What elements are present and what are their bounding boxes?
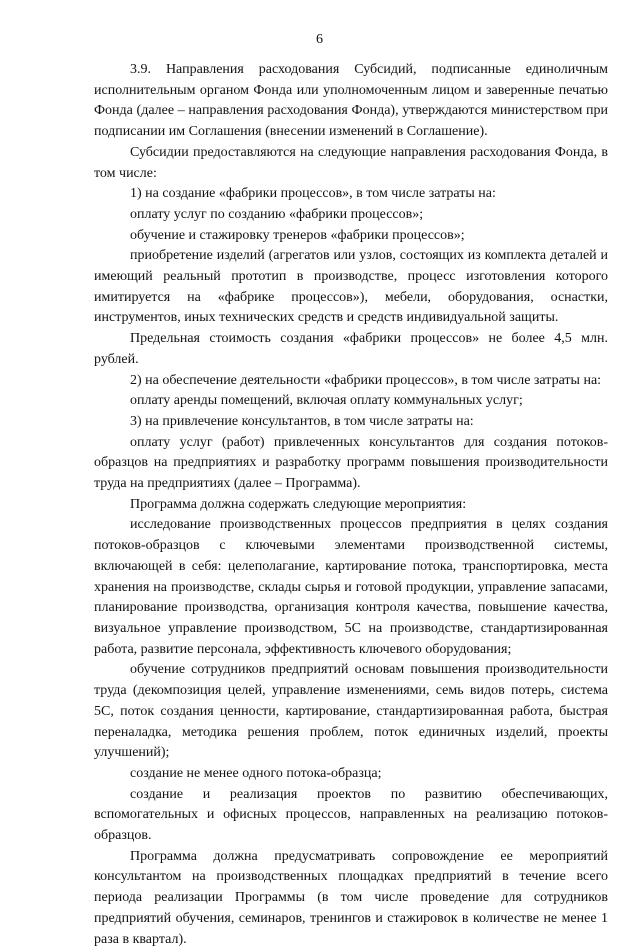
paragraph-max-cost: Предельная стоимость создания «фабрики процессов» не более 4,5 млн. рублей. [94,331,608,367]
list-item-fabrika-support: 2) на обеспечение деятельности «фабрики процессов», в том числе затраты на: [130,372,602,388]
paragraph-program-contents: Программа должна содержать следующие мероприятия: [130,496,467,512]
list-item-flow-sample: создание не менее одного потока-образца; [130,765,382,781]
paragraph-subsidy-directions: Субсидии предоставляются на следующие направления расходования Фонда, в том числе: [94,144,608,181]
list-item-services: оплату услуг по созданию «фабрики процессов»; [130,206,424,222]
list-item-rent: оплату аренды помещений, включая оплату коммунальных услуг; [130,393,523,409]
list-item-research: исследование производственных процессов предприятия в целях создания потоков-образцов с ключевыми элементами производственной системы, включающей в себя: целеполагание, картирование потока, транспортировка, места хранения на производстве, склады сырья и готовой продукции, управление запасами, планирование производства, организация контроля качества, повышение качества, визуальное управление производством, 5С на производстве, стандартизированная работа, развитие персонала, эффективность ключевого оборудования; [94,517,608,657]
paragraph-program-support: Программа должна предусматривать сопровождение ее мероприятий консультантом на производственных площадках предприятий в течение всего периода реализации Программы (в том числе проведение для сотрудников предприятий обучения, семинаров, тренингов и стажировок в количестве не менее 1 раза в квартал). [94,848,608,947]
list-item-projects: создание и реализация проектов по развитию обеспечивающих, вспомогательных и офисных процессов, направленных на реализацию потоков-образцов. [94,786,608,844]
list-item-fabrika-creation: 1) на создание «фабрики процессов», в том числе затраты на: [130,186,496,202]
paragraph-3-9: 3.9. Направления расходования Субсидий, подписанные единоличным исполнительным органом Фонда или уполномоченным лицом и заверенные печатью Фонда (далее – направления расходования Фонда), утверждаются министерством при подписании им Соглашения (внесении изменений в Соглашение). [94,62,608,140]
list-item-training: обучение и стажировку тренеров «фабрики процессов»; [130,227,465,243]
list-item-employee-training: обучение сотрудников предприятий основам повышения производительности труда (декомпозиция целей, управление изменениями, семь видов потерь, система 5С, поток создания ценности, картирование, стандартизированная работа, быстрая переналадка, методика решения проблем, поток единичных изделий, проекты улучшений); [94,662,608,761]
page-number: 6 [316,32,323,47]
document-body [94,60,608,950]
list-item-purchase: приобретение изделий (агрегатов или узлов, состоящих из комплекта деталей и имеющий реальный прототип в производстве, процесс изготовления которого имитируется на «фабрике процессов»), мебели, оборудования, оснастки, инструментов, иных технических средств и средств индивидуальной защиты. [94,248,608,326]
list-item-consultants: 3) на привлечение консультантов, в том числе затраты на: [130,413,474,429]
list-item-consultant-services: оплату услуг (работ) привлеченных консультантов для создания потоков-образцов на предприятиях и разработку программ повышения производительности труда на предприятиях (далее – Программа). [94,434,608,492]
